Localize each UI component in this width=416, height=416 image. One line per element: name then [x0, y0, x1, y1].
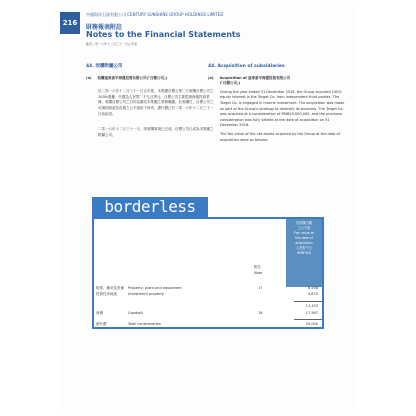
table-row-label: Property, plant and equipment [128, 286, 182, 290]
table-row-label-cn: 商譽 [96, 311, 103, 315]
total-rule [294, 319, 322, 320]
page-title-cn: 財務報表附註 [86, 24, 123, 31]
section-heading-cn: 44. 收購附屬公司 [86, 64, 123, 69]
table-row-label: Goodwill [128, 311, 143, 315]
item-title-cn: 收購遠東泰平海運投資有限公司(「目標公司」) [97, 75, 168, 80]
note-header-en: Note [254, 271, 263, 275]
subtotal-rule [294, 301, 322, 302]
table-row-label: Investment property [128, 292, 164, 296]
fair-value-table [92, 217, 324, 329]
paragraph-cn-1: 於二零一六年十二月三十一日止年度，本集團自獨立第三方收購目標公司之100%股權，代價為人民幣二千九百萬元。目標公司主要從事海運投資業務。收購目標公司之目的為擴充本集團之業務範圍。於收購日，目標公司之可識別資產及負債之公平值如下所列，總代價已於二零一六年十二月三十一日前結清。 [98, 89, 214, 116]
left-column [86, 64, 216, 138]
detection-label: borderless [92, 197, 208, 217]
table-row-label: Total consideration [128, 322, 162, 326]
right-column [208, 64, 346, 143]
table-row-note: 18 [258, 311, 263, 315]
paragraph-cn-2: 二零一六年十二月三十一日，該收購事項已完成，目標公司已成為本集團之附屬公司。 [98, 127, 214, 137]
table-row-value: 11,433 [305, 304, 318, 308]
item-label-en: (a) [208, 75, 214, 80]
table-row-label-cn: 物業、廠房及設備 [96, 286, 124, 290]
item-title-cn-name: 遠東泰平海運投資有限公司 [247, 75, 290, 80]
table-row-label-cn: 總代價 [96, 322, 107, 326]
fair-value-column-header: 於收購日期 之公平值 Fair value at the date of acquisition 人民幣千元 RMB'000 [286, 219, 322, 287]
table-row-value: 4,875 [307, 292, 318, 296]
item-label-cn: (a) [86, 75, 92, 80]
paragraph-en-1: During the year ended 31 December 2016, the Group acquired 100% equity interest in the Target Co. from independent third parties. The Target Co. is engaged in marine investment. The acquisition was made as part of the Group's strategy to diversify its business. The Target Co. was acquired at a consideration of RMB29,000,000, and the purchase consideration was fully settled at the date of acquisition on 31 December 2016. [220, 89, 345, 128]
table-row-note: 17 [258, 286, 263, 290]
table-row-value: 17,567 [305, 311, 318, 315]
page-title: Notes to the Financial Statements [86, 30, 241, 39]
period-subtitle: 截至二零一六年十二月三十一日止年度 [86, 42, 138, 46]
table-row-value: 29,000 [305, 322, 318, 326]
item-title-en: Acquisition of [219, 75, 247, 80]
section-heading-en: 44. Acquisition of subsidiaries [208, 64, 285, 69]
company-header: 中國海洋石油有限公司 CENTURY SUNSHINE GROUP HOLDINGS LIMITED [86, 12, 224, 17]
table-row-value: 6,558 [307, 286, 318, 290]
page-number: 216 [60, 12, 80, 34]
note-header-cn: 附註 [254, 265, 261, 269]
paragraph-en-2: The fair value of the net assets acquired by the Group at the date of acquisition were as follows: [220, 131, 340, 142]
item-title-cn-alias: (「目標公司」) [219, 81, 241, 86]
table-row-label-cn: 投資性房地產 [96, 292, 117, 296]
